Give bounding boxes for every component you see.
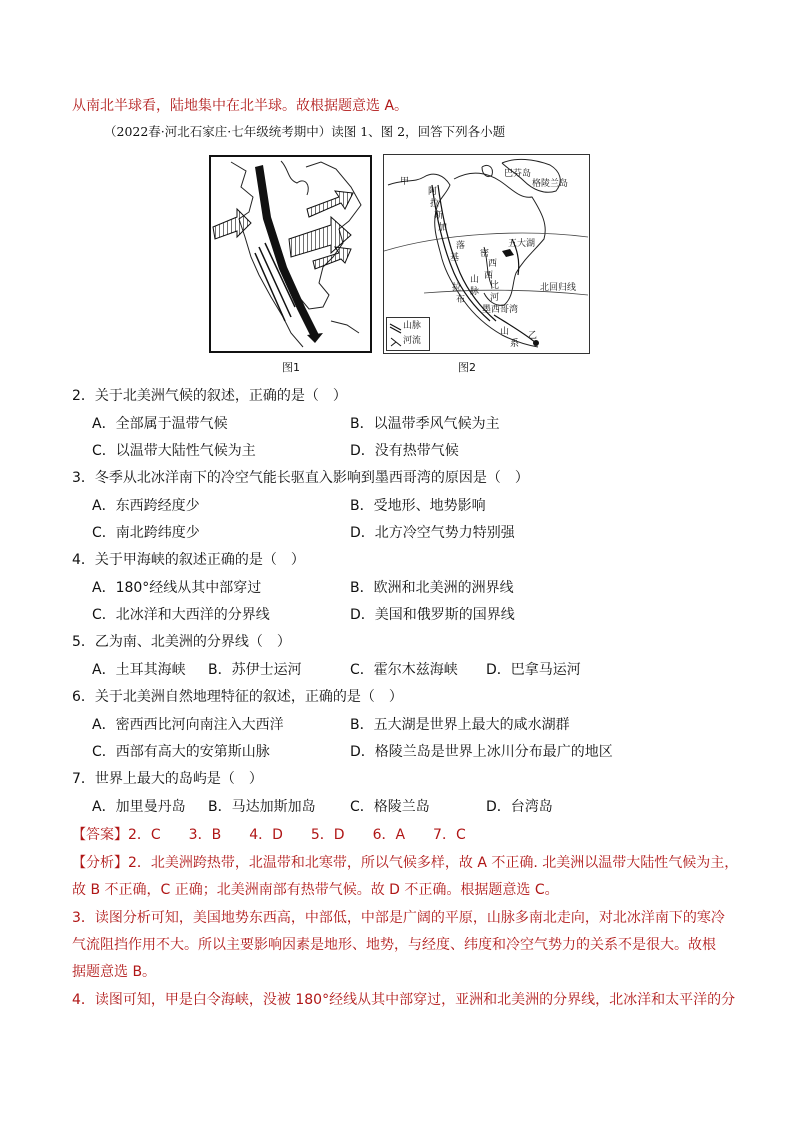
question-7-stem: 7．世界上最大的岛屿是（ ） — [72, 771, 263, 787]
map-label-la: 拉 — [430, 199, 440, 209]
question-6-option-b: B．五大湖是世界上最大的咸水湖群 — [350, 717, 570, 733]
question-2-option-d: D．没有热带气候 — [350, 443, 459, 459]
analysis-line-6: 4．读图可知，甲是白令海峡，没被 180°经线从其中部穿过，亚洲和北美洲的分界线，北冰洋和太平洋的分 — [72, 992, 736, 1008]
map-label-jia2: 加 — [438, 223, 448, 233]
analysis-tag: 【分析】 — [72, 855, 128, 871]
legend-symbols — [389, 320, 403, 348]
figure-1-caption: 图1 — [282, 361, 300, 374]
question-2-option-a: A．全部属于温带气候 — [92, 416, 228, 432]
map-label-xi2: 西 — [484, 271, 494, 281]
map-label-he: 河 — [490, 293, 500, 303]
analysis-line-3: 3．读图分析可知，美国地势东西高，中部低，中部是广阔的平原，山脉多南北走向，对北冰洋南下的寒冷 — [72, 910, 725, 926]
question-2-stem: 2．关于北美洲气候的叙述，正确的是（ ） — [72, 388, 347, 404]
question-5-option-c: C．霍尔木兹海峡 — [350, 662, 458, 678]
map-label-ji: 基 — [450, 253, 460, 263]
question-4-option-d: D．美国和俄罗斯的国界线 — [350, 607, 515, 623]
map-label-gulf-of-mexico: 墨西哥湾 — [482, 305, 519, 315]
question-4-option-a: A．180°经线从其中部穿过 — [92, 580, 262, 596]
question-2-option-b: B．以温带季风气候为主 — [350, 416, 500, 432]
figure-1-map — [209, 155, 372, 353]
analysis-line-1 — [72, 853, 738, 873]
map-label-tropic-of-cancer: 北回归线 — [540, 283, 577, 293]
analysis-line-5: 据题意选 B。 — [72, 964, 157, 980]
figure-2-caption: 图2 — [458, 361, 476, 374]
question-5-option-d: D．巴拿马运河 — [486, 662, 581, 678]
question-4-stem: 4．关于甲海峡的叙述正确的是（ ） — [72, 552, 305, 568]
map-label-a: 阿 — [428, 187, 438, 197]
map-label-great-lakes: 五大湖 — [508, 239, 536, 249]
question-7-option-c: C．格陵兰岛 — [350, 799, 430, 815]
answer-tag: 【答案】 — [72, 827, 128, 843]
map-label-mai: 脉 — [470, 287, 480, 297]
map-label-shan: 山 — [470, 275, 480, 285]
map-label-bi: 比 — [490, 281, 500, 291]
map-label-xi: 西 — [488, 259, 498, 269]
map-label-xi3: 系 — [510, 339, 520, 349]
question-7-option-a: A．加里曼丹岛 — [92, 799, 186, 815]
map-label-bu: 布 — [456, 295, 466, 305]
question-6-stem: 6．关于北美洲自然地理特征的叙述，正确的是（ ） — [72, 689, 403, 705]
map-legend — [386, 317, 430, 351]
analysis-line-2: 故 B 不正确，C 正确；北美洲南部有热带气候。故 D 不正确。根据题意选 C。 — [72, 882, 559, 898]
answer-text: 2．C 3．B 4．D 5．D 6．A 7．C — [128, 827, 466, 843]
map-label-mi: 密 — [480, 249, 490, 259]
question-3-option-d: D．北方冷空气势力特别强 — [350, 525, 515, 541]
question-5-option-a: A．土耳其海峡 — [92, 662, 186, 678]
map-label-shan2: 山 — [500, 327, 510, 337]
figure-1-map-drawing — [211, 157, 370, 351]
question-3-option-a: A．东西跨经度少 — [92, 498, 200, 514]
question-6-option-a: A．密西西比河向南注入大西洋 — [92, 717, 284, 733]
question-6-option-c: C．西部有高大的安第斯山脉 — [92, 744, 270, 760]
map-label-greenland: 格陵兰岛 — [532, 179, 569, 189]
analysis-text-1: 2．北美洲跨热带，北温带和北寒带，所以气候多样，故 A 不正确. 北美洲以温带大陆性气候为主， — [128, 855, 739, 871]
question-4-option-c: C．北冰洋和大西洋的分界线 — [92, 607, 270, 623]
legend-mountain-label: 山脉 — [403, 321, 422, 331]
question-3-stem: 3．冬季从北冰洋南下的冷空气能长驱直入影响到墨西哥湾的原因是（ ） — [72, 470, 529, 486]
question-4-option-b: B．欧洲和北美洲的洲界线 — [350, 580, 514, 596]
question-5-stem: 5．乙为南、北美洲的分界线（ ） — [72, 634, 291, 650]
legend-river-label: 河流 — [403, 336, 422, 346]
figure-2-map — [383, 154, 590, 354]
question-5-option-b: B．苏伊士运河 — [208, 662, 302, 678]
map-label-luo: 落 — [456, 241, 466, 251]
map-label-jia: 甲 — [400, 177, 410, 187]
answer-line — [72, 825, 466, 845]
map-label-la2: 拉 — [452, 283, 462, 293]
question-7-option-d: D．台湾岛 — [486, 799, 553, 815]
question-3-option-c: C．南北跨纬度少 — [92, 525, 200, 541]
question-6-option-d: D．格陵兰岛是世界上冰川分布最广的地区 — [350, 744, 613, 760]
previous-answer-conclusion: 从南北半球看，陆地集中在北半球。故根据题意选 A。 — [72, 98, 409, 114]
map-label-yi: 乙 — [528, 331, 538, 341]
map-label-baffin: 巴芬岛 — [504, 169, 532, 179]
question-2-option-c: C．以温带大陆性气候为主 — [92, 443, 256, 459]
analysis-line-4: 气流阻挡作用不大。所以主要影响因素是地形、地势，与经度、纬度和冷空气势力的关系不是很大。故根 — [72, 937, 716, 953]
question-3-option-b: B．受地形、地势影响 — [350, 498, 486, 514]
question-source: （2022春·河北石家庄·七年级统考期中）读图 1、图 2，回答下列各小题 — [104, 124, 506, 139]
map-label-si: 斯 — [434, 211, 444, 221]
question-7-option-b: B．马达加斯加岛 — [208, 799, 316, 815]
